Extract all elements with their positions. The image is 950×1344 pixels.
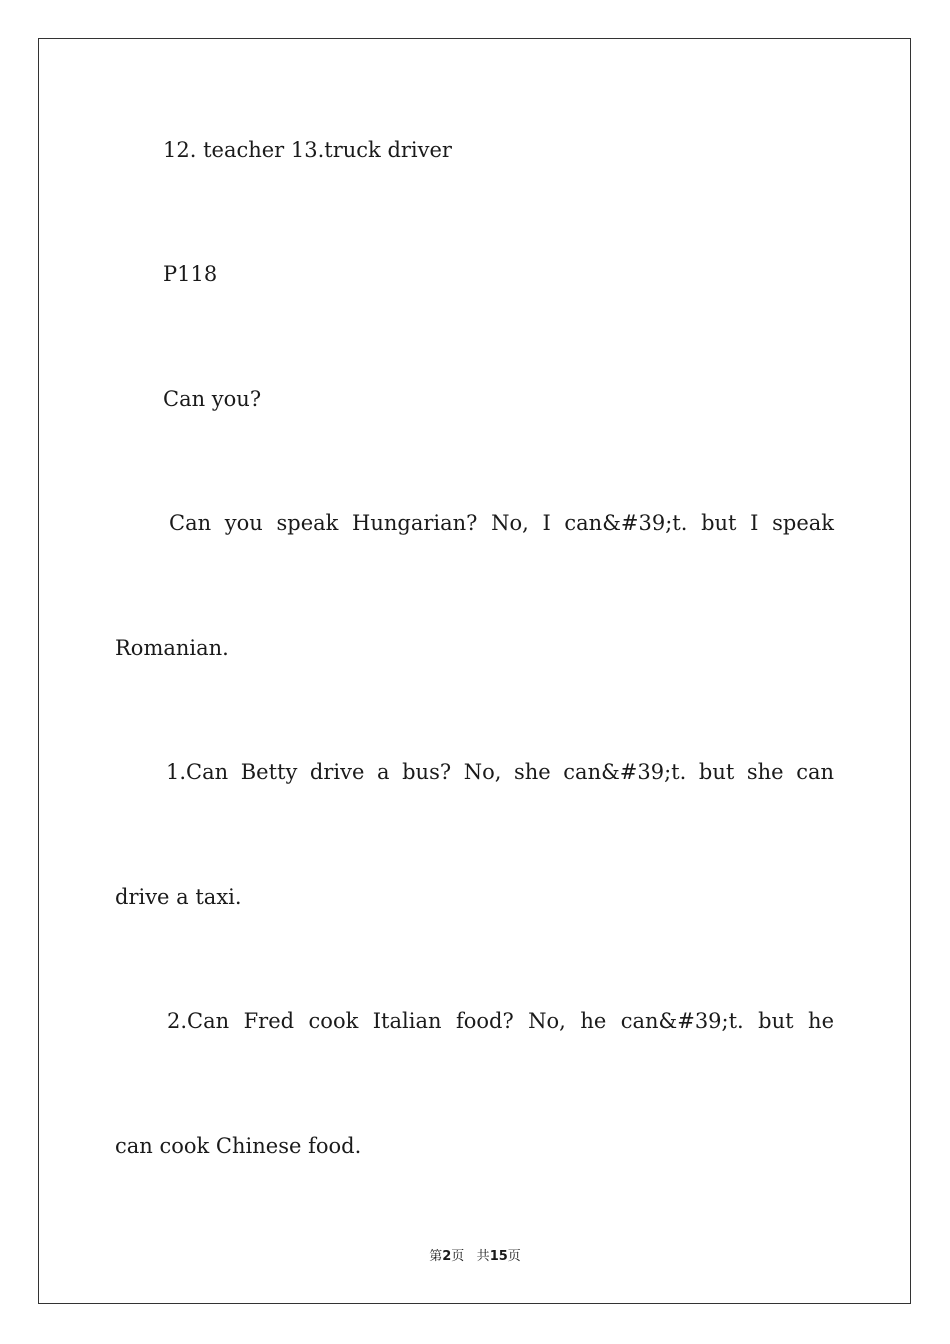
page-border (38, 38, 911, 1304)
footer-total-suffix: 页 (507, 1249, 521, 1264)
text-line-6: 1.Can Betty drive a bus? No, she can&#39;t. but she can (166, 760, 834, 784)
footer-prefix: 第 (429, 1249, 443, 1264)
footer-total-pages: 15 (489, 1249, 508, 1264)
text-line-2: P118 (163, 262, 218, 286)
text-line-9: can cook Chinese food. (115, 1134, 362, 1158)
page-footer (0, 1248, 950, 1266)
text-line-3: Can you? (163, 387, 262, 411)
footer-page-suffix: 页 (451, 1249, 465, 1264)
text-line-4: Can you speak Hungarian? No, I can&#39;t. but I speak (169, 511, 834, 535)
text-line-1: 12. teacher 13.truck driver (163, 138, 452, 162)
footer-page-number: 2 (442, 1249, 452, 1264)
footer-total-prefix: 共 (476, 1249, 490, 1264)
text-line-8: 2.Can Fred cook Italian food? No, he can&#39;t. but he (167, 1009, 834, 1033)
text-line-5: Romanian. (115, 636, 229, 660)
text-line-7: drive a taxi. (115, 885, 242, 909)
